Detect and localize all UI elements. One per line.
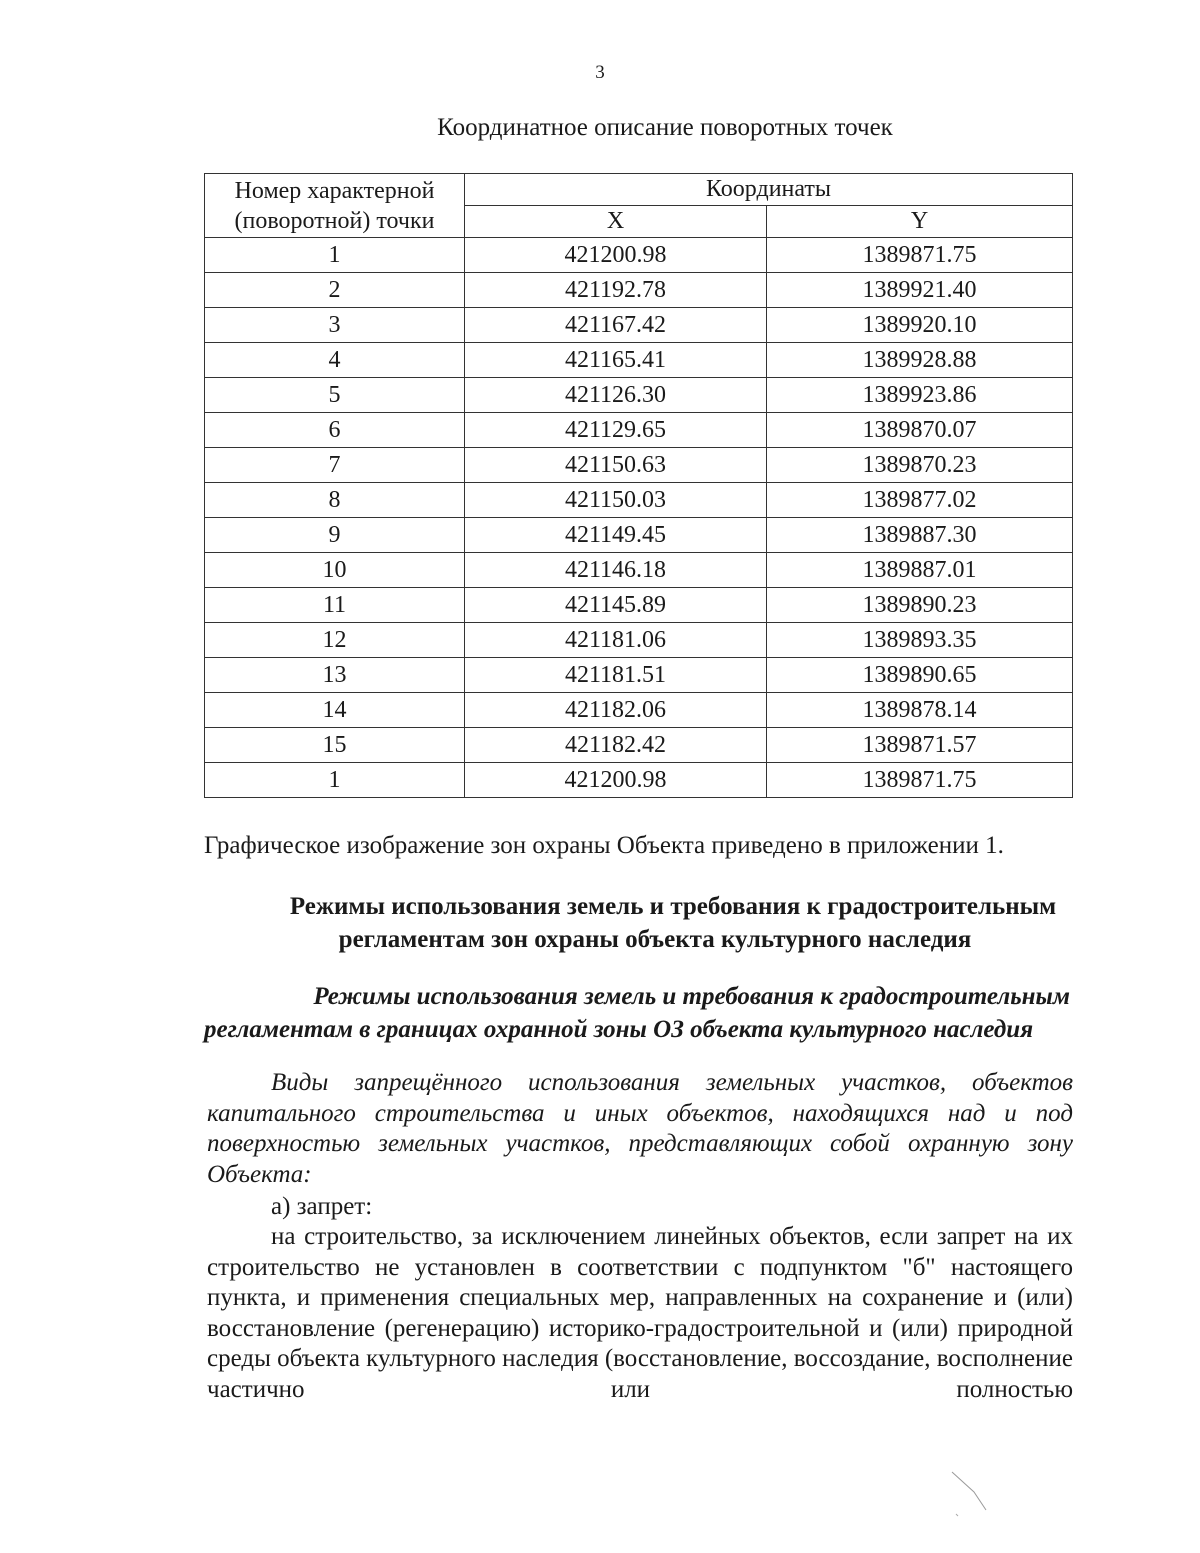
- x-coordinate-cell: 421200.98: [465, 238, 767, 273]
- subsection-heading-line1: Режимы использования земель и требования к градостроительным: [313, 983, 1070, 1010]
- pen-mark: [950, 1470, 990, 1520]
- y-coordinate-cell: 1389887.30: [767, 518, 1073, 553]
- x-coordinate-cell: 421192.78: [465, 273, 767, 308]
- x-coordinate-cell: 421165.41: [465, 343, 767, 378]
- x-coordinate-cell: 421182.06: [465, 693, 767, 728]
- y-column-header: Y: [767, 206, 1073, 238]
- subsection-heading: [204, 980, 1072, 1046]
- table-row: [205, 483, 1073, 518]
- y-coordinate-cell: 1389871.75: [767, 238, 1073, 273]
- point-number-cell: 5: [205, 378, 465, 413]
- prohibition-label: а) запрет:: [271, 1193, 373, 1220]
- table-row: [205, 658, 1073, 693]
- point-number-cell: 14: [205, 693, 465, 728]
- section-heading-line2: регламентам зон охраны объекта культурного наследия: [338, 926, 972, 953]
- y-coordinate-cell: 1389887.01: [767, 553, 1073, 588]
- x-coordinate-cell: 421181.51: [465, 658, 767, 693]
- table-row: [205, 378, 1073, 413]
- y-coordinate-cell: 1389878.14: [767, 693, 1073, 728]
- y-coordinate-cell: 1389893.35: [767, 623, 1073, 658]
- y-coordinate-cell: 1389871.75: [767, 763, 1073, 798]
- y-coordinate-cell: 1389890.23: [767, 588, 1073, 623]
- x-column-header: X: [465, 206, 767, 238]
- table-row: [205, 763, 1073, 798]
- point-number-cell: 10: [205, 553, 465, 588]
- table-row: [205, 553, 1073, 588]
- table-row: [205, 728, 1073, 763]
- table-row: [205, 308, 1073, 343]
- x-coordinate-cell: 421182.42: [465, 728, 767, 763]
- table-row: [205, 448, 1073, 483]
- table-row: [205, 588, 1073, 623]
- point-number-cell: 6: [205, 413, 465, 448]
- graphic-note: Графическое изображение зон охраны Объекта приведено в приложении 1.: [204, 832, 1004, 859]
- y-coordinate-cell: 1389928.88: [767, 343, 1073, 378]
- point-number-cell: 12: [205, 623, 465, 658]
- table-title: Координатное описание поворотных точек: [437, 114, 893, 141]
- section-heading-line1: Режимы использования земель и требования к градостроительным: [289, 893, 1057, 920]
- y-coordinate-cell: 1389920.10: [767, 308, 1073, 343]
- x-coordinate-cell: 421181.06: [465, 623, 767, 658]
- y-coordinate-cell: 1389890.65: [767, 658, 1073, 693]
- x-coordinate-cell: 421145.89: [465, 588, 767, 623]
- point-number-cell: 7: [205, 448, 465, 483]
- x-coordinate-cell: 421129.65: [465, 413, 767, 448]
- subsection-heading-line2: регламентам в границах охранной зоны ОЗ объекта культурного наследия: [204, 1016, 1034, 1043]
- point-number-cell: 3: [205, 308, 465, 343]
- prohibited-uses-intro: Виды запрещённого использования земельных участков, объектов капитального строительства и иных объектов, находящихся над и под поверхностью земельных участков, представляющих собой охранную зону Объекта:: [207, 1069, 1073, 1188]
- x-coordinate-cell: 421126.30: [465, 378, 767, 413]
- x-coordinate-cell: 421149.45: [465, 518, 767, 553]
- y-coordinate-cell: 1389870.23: [767, 448, 1073, 483]
- point-number-cell: 11: [205, 588, 465, 623]
- page-number: 3: [595, 62, 605, 83]
- x-coordinate-cell: 421200.98: [465, 763, 767, 798]
- x-coordinate-cell: 421150.63: [465, 448, 767, 483]
- coordinates-table: [204, 173, 1073, 798]
- table-row: [205, 273, 1073, 308]
- point-number-header: [205, 174, 465, 238]
- y-coordinate-cell: 1389871.57: [767, 728, 1073, 763]
- x-coordinate-cell: 421167.42: [465, 308, 767, 343]
- coordinates-header: Координаты: [465, 174, 1073, 206]
- table-row: [205, 343, 1073, 378]
- point-number-cell: 2: [205, 273, 465, 308]
- table-body: [205, 238, 1073, 798]
- table-row: [205, 693, 1073, 728]
- point-number-header-line1: Номер характерной: [234, 177, 435, 204]
- table-row: [205, 413, 1073, 448]
- table-row: [205, 518, 1073, 553]
- x-coordinate-cell: 421146.18: [465, 553, 767, 588]
- point-number-cell: 13: [205, 658, 465, 693]
- point-number-header-line2: (поворотной) точки: [234, 207, 435, 234]
- point-number-cell: 1: [205, 238, 465, 273]
- prohibition-paragraph: на строительство, за исключением линейных объектов, если запрет на их строительство не установлен в соответствии с подпунктом "б" настоящего пункта, и применения специальных мер, направленных на сохранение и (или) восстановление (регенерацию) историко-градостроительной и (или) природной среды объекта культурного наследия (восстановление, воссоздание, восполнение частично или полностью: [207, 1223, 1073, 1403]
- point-number-cell: 9: [205, 518, 465, 553]
- table-row: [205, 623, 1073, 658]
- section-heading: [204, 890, 1072, 956]
- y-coordinate-cell: 1389921.40: [767, 273, 1073, 308]
- point-number-cell: 1: [205, 763, 465, 798]
- point-number-cell: 8: [205, 483, 465, 518]
- table-row: [205, 238, 1073, 273]
- point-number-cell: 4: [205, 343, 465, 378]
- y-coordinate-cell: 1389877.02: [767, 483, 1073, 518]
- point-number-cell: 15: [205, 728, 465, 763]
- y-coordinate-cell: 1389870.07: [767, 413, 1073, 448]
- x-coordinate-cell: 421150.03: [465, 483, 767, 518]
- y-coordinate-cell: 1389923.86: [767, 378, 1073, 413]
